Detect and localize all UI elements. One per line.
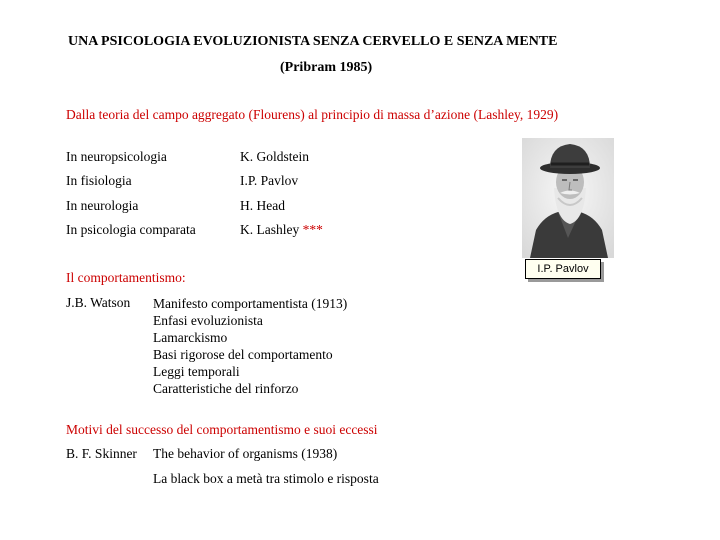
field-label: In fisiologia bbox=[66, 173, 132, 188]
field-label: In psicologia comparata bbox=[66, 222, 196, 237]
section-heading-campo-aggregato: Dalla teoria del campo aggregato (Flourens) al principio di massa d’azione (Lashley, 1929) bbox=[66, 107, 559, 122]
pavlov-portrait bbox=[522, 138, 614, 258]
list-item: Basi rigorose del comportamento bbox=[153, 347, 333, 362]
emphasis-mark: *** bbox=[302, 222, 323, 237]
scientist-name bbox=[240, 222, 323, 238]
black-box-note: La black box a metà tra stimolo e risposta bbox=[153, 471, 379, 486]
pavlov-portrait-drawing bbox=[522, 138, 614, 258]
section-heading-comportamentismo: Il comportamentismo: bbox=[66, 270, 186, 285]
scientist-name: H. Head bbox=[240, 198, 285, 213]
list-item: Caratteristiche del rinforzo bbox=[153, 381, 299, 396]
list-item: Leggi temporali bbox=[153, 364, 240, 379]
field-label: In neuropsicologia bbox=[66, 149, 167, 164]
list-item: Lamarckismo bbox=[153, 330, 228, 345]
scientist-name-text: K. Lashley bbox=[240, 222, 300, 237]
page-title: UNA PSICOLOGIA EVOLUZIONISTA SENZA CERVELLO E SENZA MENTE bbox=[68, 34, 558, 49]
author-skinner: B. F. Skinner bbox=[66, 446, 137, 461]
scientist-name: K. Goldstein bbox=[240, 149, 309, 164]
scientist-name: I.P. Pavlov bbox=[240, 173, 299, 188]
list-item: Manifesto comportamentista (1913) bbox=[153, 296, 348, 311]
page-subtitle: (Pribram 1985) bbox=[280, 60, 373, 75]
watson-contributions-list bbox=[153, 295, 347, 397]
list-item: Enfasi evoluzionista bbox=[153, 313, 263, 328]
section-heading-successo: Motivi del successo del comportamentismo e suoi eccessi bbox=[66, 422, 378, 437]
portrait-caption: I.P. Pavlov bbox=[525, 259, 601, 279]
author-watson: J.B. Watson bbox=[66, 295, 131, 310]
field-label: In neurologia bbox=[66, 198, 139, 213]
skinner-work: The behavior of organisms (1938) bbox=[153, 446, 338, 461]
